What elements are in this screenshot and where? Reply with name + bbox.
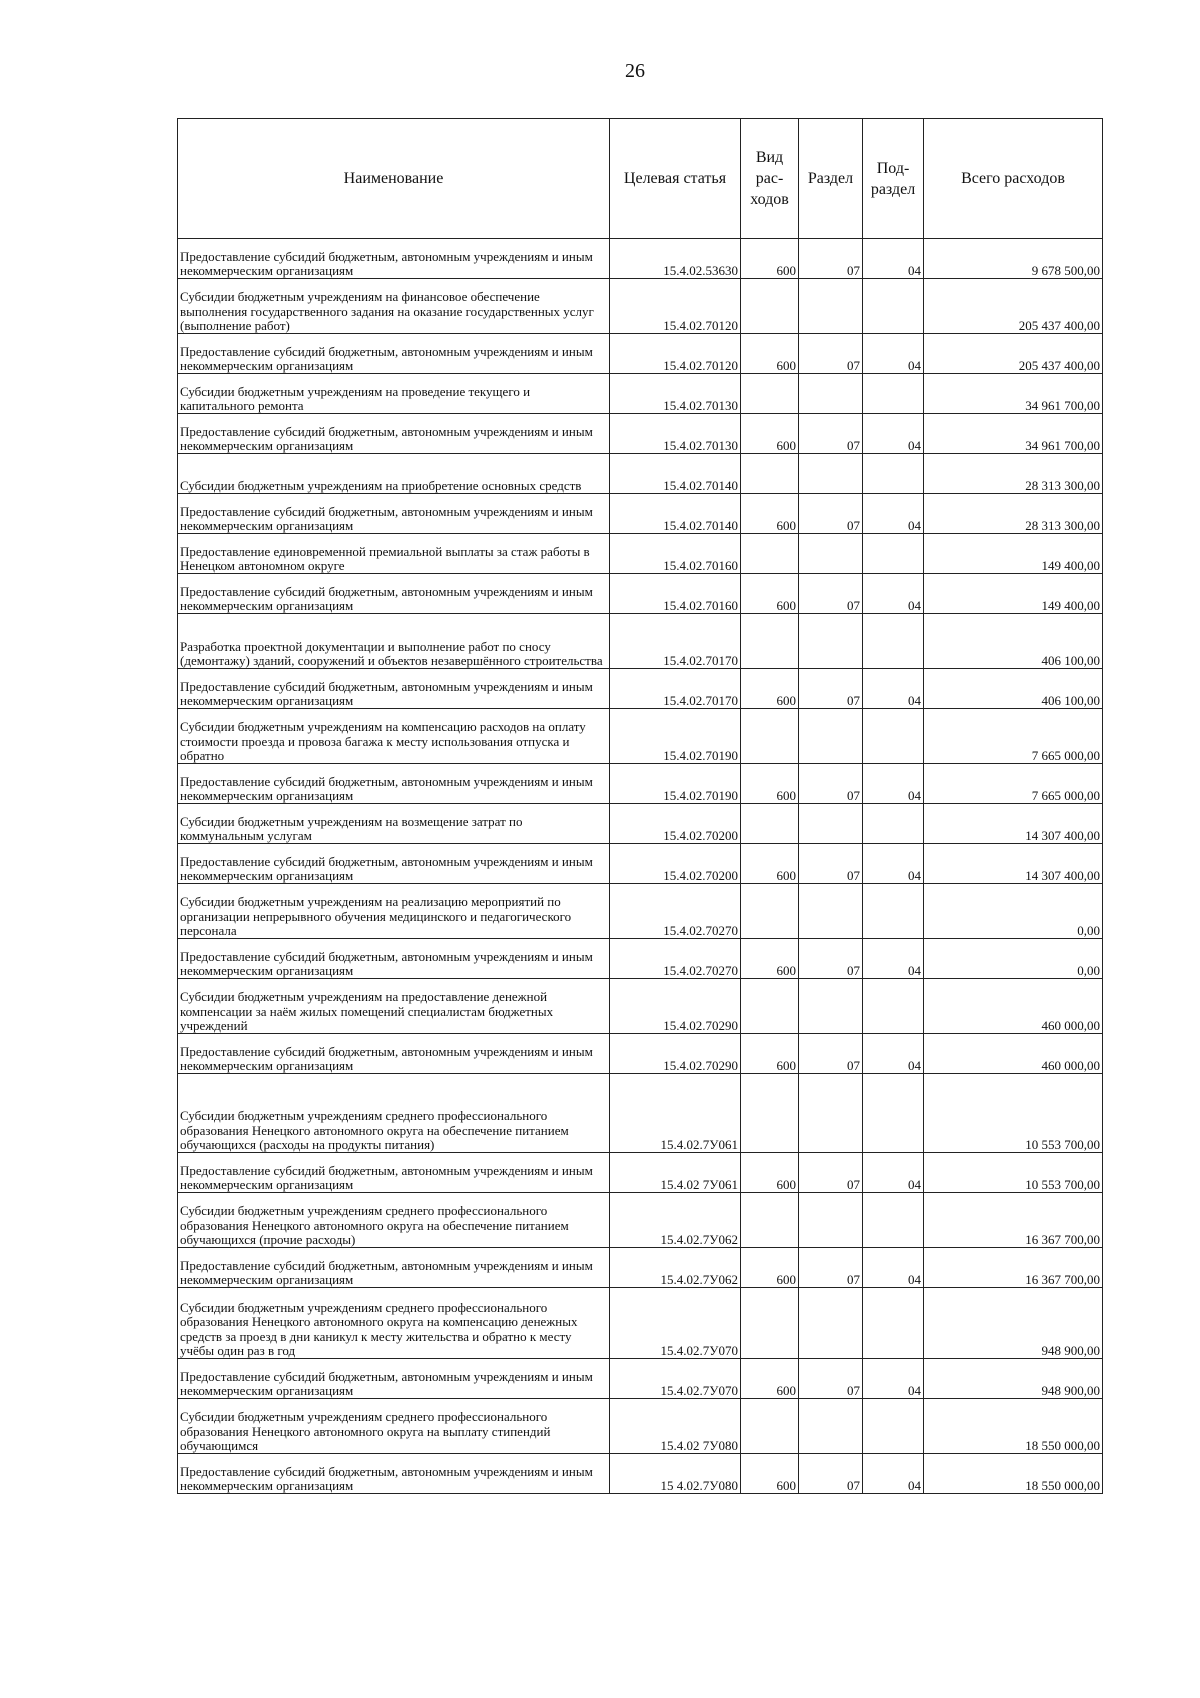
table-row — [178, 334, 1103, 374]
cell-razdel: 07 — [799, 414, 863, 454]
cell-name: Предоставление субсидий бюджетным, автономным учреждениям и иным некоммерческим организациям — [178, 1359, 610, 1399]
cell-name: Предоставление субсидий бюджетным, автономным учреждениям и иным некоммерческим организациям — [178, 1034, 610, 1074]
cell-code: 15.4.02.70190 — [610, 709, 741, 764]
cell-total: 406 100,00 — [924, 614, 1103, 669]
cell-podrazdel — [863, 1193, 924, 1248]
cell-razdel — [799, 614, 863, 669]
cell-vid — [741, 534, 799, 574]
cell-vid — [741, 1288, 799, 1359]
cell-code: 15.4.02.70120 — [610, 334, 741, 374]
cell-vid — [741, 374, 799, 414]
cell-vid: 600 — [741, 1248, 799, 1288]
cell-code: 15.4.02.7У062 — [610, 1193, 741, 1248]
table-row — [178, 1153, 1103, 1193]
cell-name: Предоставление единовременной премиальной выплаты за стаж работы в Ненецком автономном округе — [178, 534, 610, 574]
cell-code: 15.4.02 7У061 — [610, 1153, 741, 1193]
cell-razdel: 07 — [799, 844, 863, 884]
cell-total: 0,00 — [924, 939, 1103, 979]
cell-vid: 600 — [741, 1359, 799, 1399]
table-header-row — [178, 119, 1103, 239]
table-row — [178, 1248, 1103, 1288]
cell-razdel: 07 — [799, 334, 863, 374]
cell-name: Предоставление субсидий бюджетным, автономным учреждениям и иным некоммерческим организациям — [178, 239, 610, 279]
cell-razdel: 07 — [799, 1248, 863, 1288]
cell-total: 948 900,00 — [924, 1359, 1103, 1399]
cell-code: 15.4.02.70120 — [610, 279, 741, 334]
cell-code: 15.4.02.70130 — [610, 414, 741, 454]
table-row — [178, 804, 1103, 844]
table-row — [178, 279, 1103, 334]
cell-razdel: 07 — [799, 1454, 863, 1494]
table-row — [178, 1359, 1103, 1399]
cell-name: Предоставление субсидий бюджетным, автономным учреждениям и иным некоммерческим организациям — [178, 414, 610, 454]
cell-total: 205 437 400,00 — [924, 279, 1103, 334]
cell-podrazdel — [863, 804, 924, 844]
cell-podrazdel: 04 — [863, 334, 924, 374]
header-total: Всего расходов — [924, 119, 1103, 239]
cell-name: Предоставление субсидий бюджетным, автономным учреждениям и иным некоммерческим организациям — [178, 1454, 610, 1494]
table-row — [178, 1454, 1103, 1494]
cell-vid — [741, 279, 799, 334]
cell-total: 16 367 700,00 — [924, 1193, 1103, 1248]
cell-razdel: 07 — [799, 1153, 863, 1193]
table-row — [178, 1399, 1103, 1454]
cell-podrazdel: 04 — [863, 239, 924, 279]
cell-vid: 600 — [741, 334, 799, 374]
cell-total: 406 100,00 — [924, 669, 1103, 709]
cell-code: 15.4.02.70160 — [610, 534, 741, 574]
cell-podrazdel: 04 — [863, 939, 924, 979]
table-row — [178, 1074, 1103, 1153]
cell-podrazdel: 04 — [863, 1034, 924, 1074]
cell-total: 10 553 700,00 — [924, 1153, 1103, 1193]
cell-name: Предоставление субсидий бюджетным, автономным учреждениям и иным некоммерческим организациям — [178, 764, 610, 804]
cell-code: 15.4.02.70290 — [610, 1034, 741, 1074]
cell-total: 18 550 000,00 — [924, 1399, 1103, 1454]
table-row — [178, 534, 1103, 574]
cell-podrazdel — [863, 979, 924, 1034]
budget-table — [177, 118, 1103, 1494]
cell-razdel: 07 — [799, 239, 863, 279]
cell-total: 149 400,00 — [924, 534, 1103, 574]
cell-name: Субсидии бюджетным учреждениям среднего профессионального образования Ненецкого автономного округа на выплату стипендий обучающимся — [178, 1399, 610, 1454]
cell-total: 14 307 400,00 — [924, 804, 1103, 844]
table-row — [178, 764, 1103, 804]
cell-razdel — [799, 1074, 863, 1153]
cell-code: 15.4.02.70270 — [610, 884, 741, 939]
cell-vid: 600 — [741, 669, 799, 709]
cell-podrazdel — [863, 534, 924, 574]
cell-podrazdel: 04 — [863, 1248, 924, 1288]
cell-name: Субсидии бюджетным учреждениям среднего профессионального образования Ненецкого автономного округа на обеспечение питанием обучающихся (прочие расходы) — [178, 1193, 610, 1248]
cell-razdel — [799, 1399, 863, 1454]
cell-total: 7 665 000,00 — [924, 764, 1103, 804]
cell-name: Субсидии бюджетным учреждениям на предоставление денежной компенсации за наём жилых помещений специалистам бюджетных учреждений — [178, 979, 610, 1034]
cell-code: 15.4.02.7У070 — [610, 1359, 741, 1399]
cell-vid: 600 — [741, 844, 799, 884]
cell-name: Предоставление субсидий бюджетным, автономным учреждениям и иным некоммерческим организациям — [178, 939, 610, 979]
cell-total: 34 961 700,00 — [924, 374, 1103, 414]
cell-name: Предоставление субсидий бюджетным, автономным учреждениям и иным некоммерческим организациям — [178, 1248, 610, 1288]
header-code: Целевая статья — [610, 119, 741, 239]
cell-name: Субсидии бюджетным учреждениям на компенсацию расходов на оплату стоимости проезда и провоза багажа к месту использования отпуска и обратно — [178, 709, 610, 764]
cell-code: 15.4.02.70270 — [610, 939, 741, 979]
table-row — [178, 884, 1103, 939]
cell-code: 15.4.02.53630 — [610, 239, 741, 279]
cell-vid — [741, 1193, 799, 1248]
cell-razdel — [799, 884, 863, 939]
cell-total: 9 678 500,00 — [924, 239, 1103, 279]
cell-podrazdel: 04 — [863, 574, 924, 614]
cell-podrazdel — [863, 454, 924, 494]
header-razdel: Раздел — [799, 119, 863, 239]
table-row — [178, 709, 1103, 764]
cell-vid — [741, 979, 799, 1034]
cell-razdel: 07 — [799, 574, 863, 614]
cell-code: 15.4.02 7У080 — [610, 1399, 741, 1454]
cell-vid: 600 — [741, 1454, 799, 1494]
cell-vid — [741, 709, 799, 764]
cell-vid: 600 — [741, 764, 799, 804]
cell-total: 28 313 300,00 — [924, 494, 1103, 534]
cell-total: 10 553 700,00 — [924, 1074, 1103, 1153]
cell-vid — [741, 804, 799, 844]
table-row — [178, 414, 1103, 454]
table-row — [178, 454, 1103, 494]
cell-podrazdel — [863, 279, 924, 334]
cell-code: 15.4.02.70290 — [610, 979, 741, 1034]
table-row — [178, 844, 1103, 884]
cell-podrazdel: 04 — [863, 764, 924, 804]
header-vid: Вид рас- ходов — [741, 119, 799, 239]
cell-podrazdel — [863, 1074, 924, 1153]
cell-vid — [741, 454, 799, 494]
cell-code: 15.4.02.7У070 — [610, 1288, 741, 1359]
cell-code: 15.4.02.70170 — [610, 614, 741, 669]
table-row — [178, 494, 1103, 534]
cell-vid: 600 — [741, 1153, 799, 1193]
cell-name: Предоставление субсидий бюджетным, автономным учреждениям и иным некоммерческим организациям — [178, 669, 610, 709]
cell-code: 15.4.02.7У061 — [610, 1074, 741, 1153]
cell-podrazdel: 04 — [863, 1153, 924, 1193]
cell-name: Предоставление субсидий бюджетным, автономным учреждениям и иным некоммерческим организациям — [178, 334, 610, 374]
table-row — [178, 979, 1103, 1034]
table-body — [178, 239, 1103, 1494]
cell-vid — [741, 1074, 799, 1153]
cell-total: 205 437 400,00 — [924, 334, 1103, 374]
cell-vid — [741, 1399, 799, 1454]
cell-podrazdel — [863, 709, 924, 764]
cell-vid: 600 — [741, 939, 799, 979]
cell-razdel — [799, 709, 863, 764]
table-row — [178, 1193, 1103, 1248]
cell-razdel — [799, 1288, 863, 1359]
cell-podrazdel: 04 — [863, 494, 924, 534]
page-number: 26 — [625, 60, 645, 82]
cell-vid — [741, 884, 799, 939]
cell-total: 948 900,00 — [924, 1288, 1103, 1359]
cell-name: Субсидии бюджетным учреждениям на финансовое обеспечение выполнения государственного задания на оказание государственных услуг (выполнение работ) — [178, 279, 610, 334]
cell-podrazdel — [863, 374, 924, 414]
cell-vid: 600 — [741, 1034, 799, 1074]
cell-code: 15 4.02.7У080 — [610, 1454, 741, 1494]
table-row — [178, 239, 1103, 279]
cell-code: 15.4.02.70140 — [610, 494, 741, 534]
table-row — [178, 939, 1103, 979]
cell-code: 15.4.02.70170 — [610, 669, 741, 709]
cell-vid: 600 — [741, 574, 799, 614]
cell-code: 15.4.02.70190 — [610, 764, 741, 804]
cell-podrazdel: 04 — [863, 669, 924, 709]
cell-podrazdel: 04 — [863, 844, 924, 884]
cell-name: Предоставление субсидий бюджетным, автономным учреждениям и иным некоммерческим организациям — [178, 844, 610, 884]
cell-podrazdel: 04 — [863, 1454, 924, 1494]
cell-podrazdel — [863, 1399, 924, 1454]
cell-total: 34 961 700,00 — [924, 414, 1103, 454]
header-name: Наименование — [178, 119, 610, 239]
table-row — [178, 1288, 1103, 1359]
cell-vid: 600 — [741, 494, 799, 534]
cell-vid: 600 — [741, 414, 799, 454]
cell-name: Субсидии бюджетным учреждениям на приобретение основных средств — [178, 454, 610, 494]
cell-name: Субсидии бюджетным учреждениям на реализацию мероприятий по организации непрерывного обучения медицинского и педагогического персонала — [178, 884, 610, 939]
cell-name: Субсидии бюджетным учреждениям на проведение текущего и капитального ремонта — [178, 374, 610, 414]
cell-razdel — [799, 374, 863, 414]
cell-name: Предоставление субсидий бюджетным, автономным учреждениям и иным некоммерческим организациям — [178, 574, 610, 614]
cell-total: 0,00 — [924, 884, 1103, 939]
cell-razdel: 07 — [799, 1359, 863, 1399]
cell-total: 14 307 400,00 — [924, 844, 1103, 884]
table-row — [178, 574, 1103, 614]
cell-code: 15.4.02.70140 — [610, 454, 741, 494]
table-row — [178, 374, 1103, 414]
cell-total: 460 000,00 — [924, 979, 1103, 1034]
cell-name: Разработка проектной документации и выполнение работ по сносу (демонтажу) зданий, сооружений и объектов незавершённого строительства — [178, 614, 610, 669]
cell-total: 18 550 000,00 — [924, 1454, 1103, 1494]
cell-code: 15.4.02.70200 — [610, 804, 741, 844]
cell-razdel — [799, 979, 863, 1034]
cell-razdel — [799, 279, 863, 334]
cell-total: 16 367 700,00 — [924, 1248, 1103, 1288]
header-podrazdel: Под- раздел — [863, 119, 924, 239]
cell-total: 149 400,00 — [924, 574, 1103, 614]
cell-vid: 600 — [741, 239, 799, 279]
cell-code: 15.4.02.7У062 — [610, 1248, 741, 1288]
cell-code: 15.4.02.70130 — [610, 374, 741, 414]
cell-total: 460 000,00 — [924, 1034, 1103, 1074]
cell-name: Субсидии бюджетным учреждениям среднего профессионального образования Ненецкого автономного округа на обеспечение питанием обучающихся (расходы на продукты питания) — [178, 1074, 610, 1153]
cell-razdel — [799, 534, 863, 574]
cell-razdel — [799, 804, 863, 844]
cell-razdel: 07 — [799, 1034, 863, 1074]
cell-code: 15.4.02.70200 — [610, 844, 741, 884]
cell-vid — [741, 614, 799, 669]
table-row — [178, 669, 1103, 709]
cell-razdel: 07 — [799, 939, 863, 979]
cell-razdel — [799, 1193, 863, 1248]
cell-total: 7 665 000,00 — [924, 709, 1103, 764]
cell-razdel: 07 — [799, 669, 863, 709]
table-row — [178, 614, 1103, 669]
cell-razdel: 07 — [799, 494, 863, 534]
cell-razdel: 07 — [799, 764, 863, 804]
cell-name: Предоставление субсидий бюджетным, автономным учреждениям и иным некоммерческим организациям — [178, 1153, 610, 1193]
cell-podrazdel: 04 — [863, 1359, 924, 1399]
cell-podrazdel — [863, 1288, 924, 1359]
cell-name: Предоставление субсидий бюджетным, автономным учреждениям и иным некоммерческим организациям — [178, 494, 610, 534]
cell-razdel — [799, 454, 863, 494]
cell-podrazdel — [863, 614, 924, 669]
cell-podrazdel — [863, 884, 924, 939]
cell-total: 28 313 300,00 — [924, 454, 1103, 494]
cell-name: Субсидии бюджетным учреждениям на возмещение затрат по коммунальным услугам — [178, 804, 610, 844]
cell-podrazdel: 04 — [863, 414, 924, 454]
cell-name: Субсидии бюджетным учреждениям среднего профессионального образования Ненецкого автономного округа на компенсацию денежных средств за проезд в дни каникул к месту жительства и обратно к месту учёбы один раз в год — [178, 1288, 610, 1359]
table-row — [178, 1034, 1103, 1074]
cell-code: 15.4.02.70160 — [610, 574, 741, 614]
